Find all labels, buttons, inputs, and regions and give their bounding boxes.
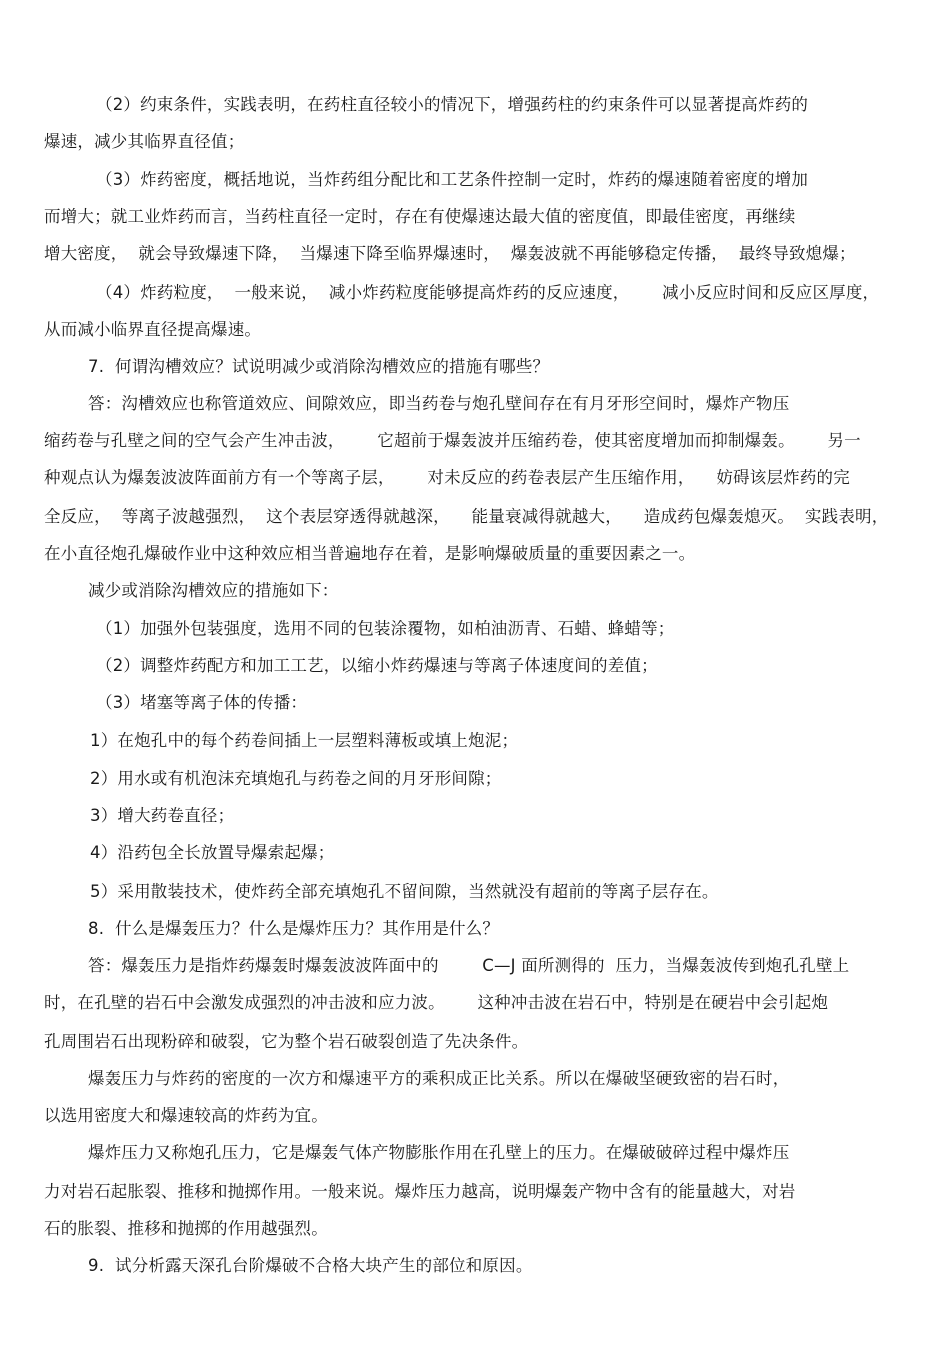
paragraph-line: 种观点认为爆轰波波阵面前方有一个等离子层， 对未反应的药卷表层产生压缩作用， 妨碍该层炸药的完 <box>44 468 850 487</box>
paragraph-line: 以选用密度大和爆速较高的炸药为宜。 <box>44 1106 328 1125</box>
list-item: 2）用水或有机泡沫充填炮孔与药卷之间的月牙形间隙； <box>90 769 502 788</box>
paragraph-line: 孔周围岩石出现粉碎和破裂，它为整个岩石破裂创造了先决条件。 <box>44 1032 529 1051</box>
paragraph-line: 减少或消除沟槽效应的措施如下： <box>88 581 339 600</box>
paragraph-line: 而增大；就工业炸药而言，当药柱直径一定时，存在有使爆速达最大值的密度值，即最佳密度，再继续 <box>44 207 796 226</box>
list-item: 1）在炮孔中的每个药卷间插上一层塑料薄板或填上炮泥； <box>90 731 519 750</box>
paragraph-line: 爆炸压力又称炮孔压力，它是爆轰气体产物膨胀作用在孔壁上的压力。在爆破破碎过程中爆炸压 <box>88 1143 790 1162</box>
paragraph-line: 增大密度， 就会导致爆速下降， 当爆速下降至临界爆速时， 爆轰波就不再能够稳定传播， 最终导致熄爆； <box>44 244 856 263</box>
answer-line: 答：沟槽效应也称管道效应、间隙效应，即当药卷与炮孔壁间存在有月牙形空间时，爆炸产物压 <box>88 394 790 413</box>
list-item: 5）采用散装技术，使炸药全部充填炮孔不留间隙，当然就没有超前的等离子层存在。 <box>90 882 719 901</box>
paragraph-line: （3）炸药密度，概括地说，当炸药组分配比和工艺条件控制一定时，炸药的爆速随着密度的增加 <box>96 170 809 189</box>
paragraph-line: 在小直径炮孔爆破作业中这种效应相当普遍地存在着，是影响爆破质量的重要因素之一。 <box>44 544 696 563</box>
list-item: （1）加强外包装强度，选用不同的包装涂覆物，如柏油沥青、石蜡、蜂蜡等； <box>96 619 675 638</box>
question-heading: 9. 试分析露天深孔台阶爆破不合格大块产生的部位和原因。 <box>88 1256 533 1275</box>
paragraph-line: （2）约束条件，实践表明，在药柱直径较小的情况下，增强药柱的约束条件可以显著提高炸药的 <box>96 95 809 114</box>
question-heading: 7. 何谓沟槽效应？试说明减少或消除沟槽效应的措施有哪些？ <box>88 357 550 376</box>
paragraph-line: 全反应， 等离子波越强烈， 这个表层穿透得就越深， 能量衰减得就越大， 造成药包爆轰熄灭。 实践表明， <box>44 507 889 526</box>
paragraph-line: （4）炸药粒度， 一般来说， 减小炸药粒度能够提高炸药的反应速度， 减小反应时间和反应区厚度， <box>96 283 880 302</box>
paragraph-line: 石的胀裂、推移和抛掷的作用越强烈。 <box>44 1219 328 1238</box>
paragraph-line: 爆速，减少其临界直径值； <box>44 132 245 151</box>
paragraph-line: 时，在孔壁的岩石中会激发成强烈的冲击波和应力波。 这种冲击波在岩石中，特别是在硬岩中会引起炮 <box>44 993 829 1012</box>
question-heading: 8. 什么是爆轰压力？什么是爆炸压力？其作用是什么？ <box>88 919 500 938</box>
list-item: 3）增大药卷直径； <box>90 806 235 825</box>
paragraph-line: 力对岩石起胀裂、推移和抛掷作用。一般来说。爆炸压力越高，说明爆轰产物中含有的能量越大，对岩 <box>44 1182 796 1201</box>
paragraph-line: 缩药卷与孔壁之间的空气会产生冲击波， 它超前于爆轰波并压缩药卷，使其密度增加而抑制爆轰。 另一 <box>44 431 861 450</box>
paragraph-line: 从而减小临界直径提高爆速。 <box>44 320 262 339</box>
list-item: （2）调整炸药配方和加工工艺，以缩小炸药爆速与等离子体速度间的差值； <box>96 656 658 675</box>
paragraph-line: 爆轰压力与炸药的密度的一次方和爆速平方的乘积成正比关系。所以在爆破坚硬致密的岩石时， <box>88 1069 790 1088</box>
list-item: 4）沿药包全长放置导爆索起爆； <box>90 843 335 862</box>
list-item: （3）堵塞等离子体的传播： <box>96 693 308 712</box>
answer-line: 答：爆轰压力是指炸药爆轰时爆轰波波阵面中的 C—J 面所测得的 压力，当爆轰波传到炮孔孔壁上 <box>88 956 850 975</box>
